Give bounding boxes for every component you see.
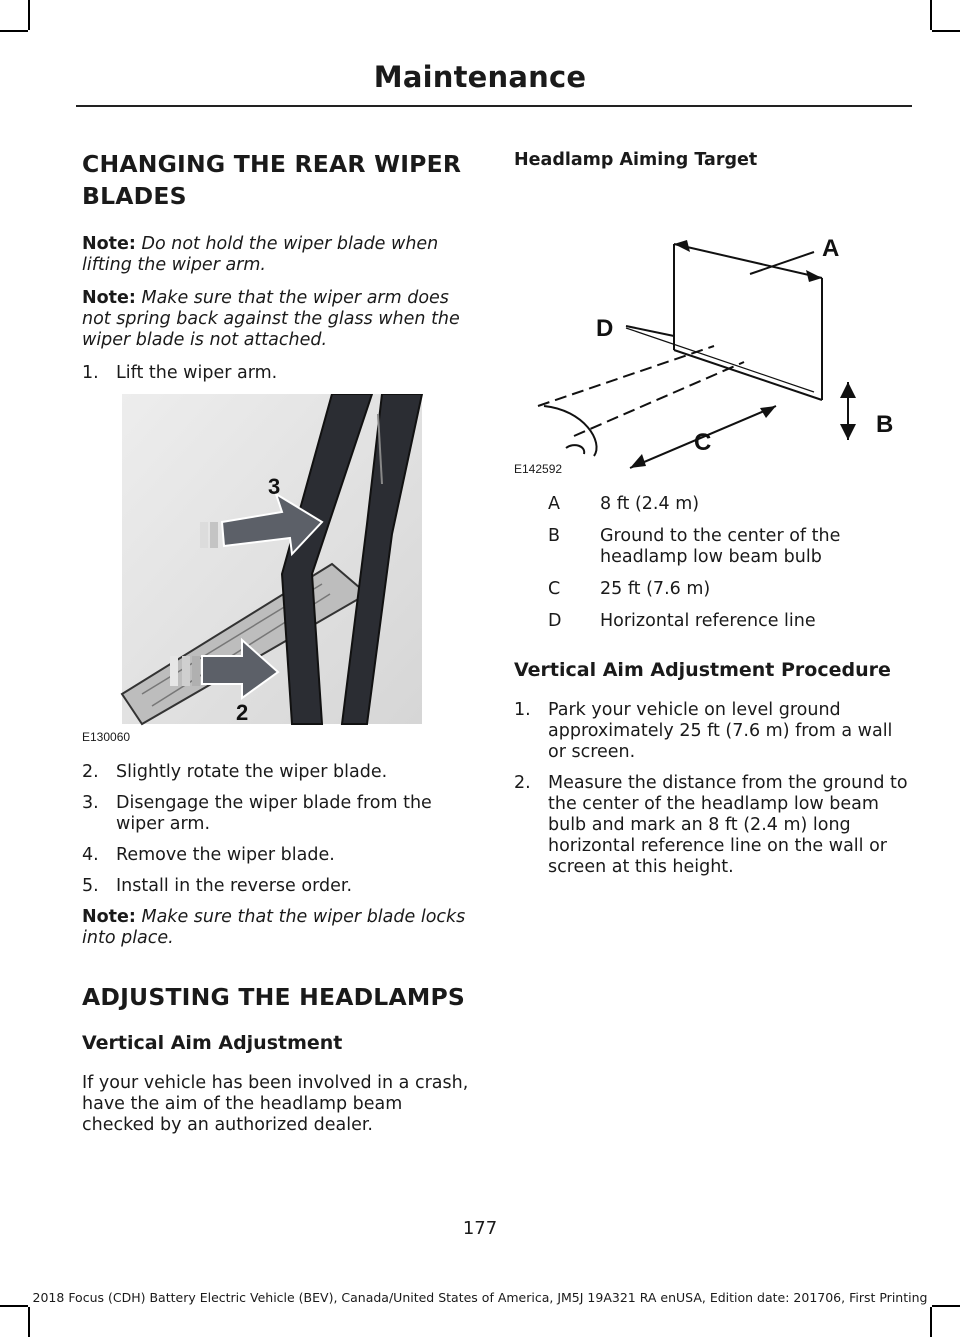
label-d: D xyxy=(596,315,614,342)
step-item xyxy=(82,363,474,384)
header-rule xyxy=(76,105,912,107)
step-number: 2. xyxy=(82,762,99,782)
crop-mark xyxy=(930,1307,932,1337)
headlamp-aiming-figure xyxy=(514,186,910,476)
legend-key: D xyxy=(548,611,562,631)
crop-mark xyxy=(28,1307,30,1337)
subsection-title: Vertical Aim Adjustment xyxy=(82,1032,343,1054)
step-item xyxy=(514,773,910,878)
step-number: 1. xyxy=(82,363,99,383)
legend-row xyxy=(514,526,910,568)
section-title-headlamps: ADJUSTING THE HEADLAMPS xyxy=(82,983,465,1011)
legend-key: C xyxy=(548,579,561,599)
step-number: 5. xyxy=(82,876,99,896)
page-header-title: Maintenance xyxy=(373,60,587,94)
step-text: Remove the wiper blade. xyxy=(116,845,335,865)
label-b: B xyxy=(876,411,894,438)
crop-mark xyxy=(932,1305,960,1307)
step-item xyxy=(514,700,910,763)
crop-mark xyxy=(28,0,30,30)
legend-text: 25 ft (7.6 m) xyxy=(600,579,711,599)
section-title-rear-wiper: CHANGING THE REAR WIPER BLADES xyxy=(82,150,462,210)
subsection-title: Vertical Aim Adjustment Procedure xyxy=(514,659,891,681)
crop-mark xyxy=(0,1305,28,1307)
note-label: Note: xyxy=(82,288,136,308)
legend-row xyxy=(514,494,910,515)
wiper-figure xyxy=(82,394,474,744)
right-column xyxy=(514,148,910,888)
note xyxy=(82,234,474,276)
note xyxy=(82,288,474,351)
left-column xyxy=(82,148,474,1146)
wiper-illustration xyxy=(82,394,474,744)
legend-text: Horizontal reference line xyxy=(600,611,816,631)
figure-title: Headlamp Aiming Target xyxy=(514,150,758,170)
step-number: 3. xyxy=(82,793,99,813)
note-label: Note: xyxy=(82,234,136,254)
crop-mark xyxy=(930,0,932,30)
step-text: Lift the wiper arm. xyxy=(116,363,278,383)
step-item xyxy=(82,845,474,866)
headlamp-aiming-diagram xyxy=(514,186,910,476)
note xyxy=(82,907,474,949)
step-number: 4. xyxy=(82,845,99,865)
step-item xyxy=(82,762,474,783)
step-text: Measure the distance from the ground to the center of the headlamp low beam bulb and mark an 8 ft (2.4 m) long horizontal reference line on the wall or screen at this height. xyxy=(548,773,908,877)
body-text: If your vehicle has been involved in a crash, have the aim of the headlamp beam checked by an authorized dealer. xyxy=(82,1073,469,1135)
note-label: Note: xyxy=(82,907,136,927)
crop-mark xyxy=(932,30,960,32)
step-text: Install in the reverse order. xyxy=(116,876,353,896)
callout-2: 2 xyxy=(236,700,249,725)
note-text: Make sure that the wiper arm does not spring back against the glass when the wiper blade is not attached. xyxy=(82,288,460,350)
figure-code: E130060 xyxy=(82,730,131,744)
figure-code: E142592 xyxy=(514,462,563,476)
step-text: Slightly rotate the wiper blade. xyxy=(116,762,388,782)
legend-row xyxy=(514,611,910,632)
callout-3: 3 xyxy=(268,474,281,499)
page-number: 177 xyxy=(462,1218,498,1239)
legend-text: 8 ft (2.4 m) xyxy=(600,494,700,514)
step-text: Park your vehicle on level ground approximately 25 ft (7.6 m) from a wall or screen. xyxy=(548,700,893,762)
crop-mark xyxy=(0,30,28,32)
legend-key: B xyxy=(548,526,561,546)
step-number: 2. xyxy=(514,773,531,793)
step-item xyxy=(82,793,474,835)
legend-key: A xyxy=(548,494,560,514)
note-text: Make sure that the wiper blade locks into place. xyxy=(82,907,466,948)
step-text: Disengage the wiper blade from the wiper arm. xyxy=(116,793,432,834)
legend-row xyxy=(514,579,910,600)
step-number: 1. xyxy=(514,700,531,720)
label-a: A xyxy=(822,235,840,262)
label-c: C xyxy=(694,429,712,456)
note-text: Do not hold the wiper blade when lifting the wiper arm. xyxy=(82,234,439,275)
legend-text: Ground to the center of the headlamp low beam bulb xyxy=(600,526,841,567)
page-footer: 2018 Focus (CDH) Battery Electric Vehicle (BEV), Canada/United States of America, JM5J 19A321 RA enUSA, Edition date: 201706, First Printing xyxy=(32,1290,928,1305)
step-item xyxy=(82,876,474,897)
